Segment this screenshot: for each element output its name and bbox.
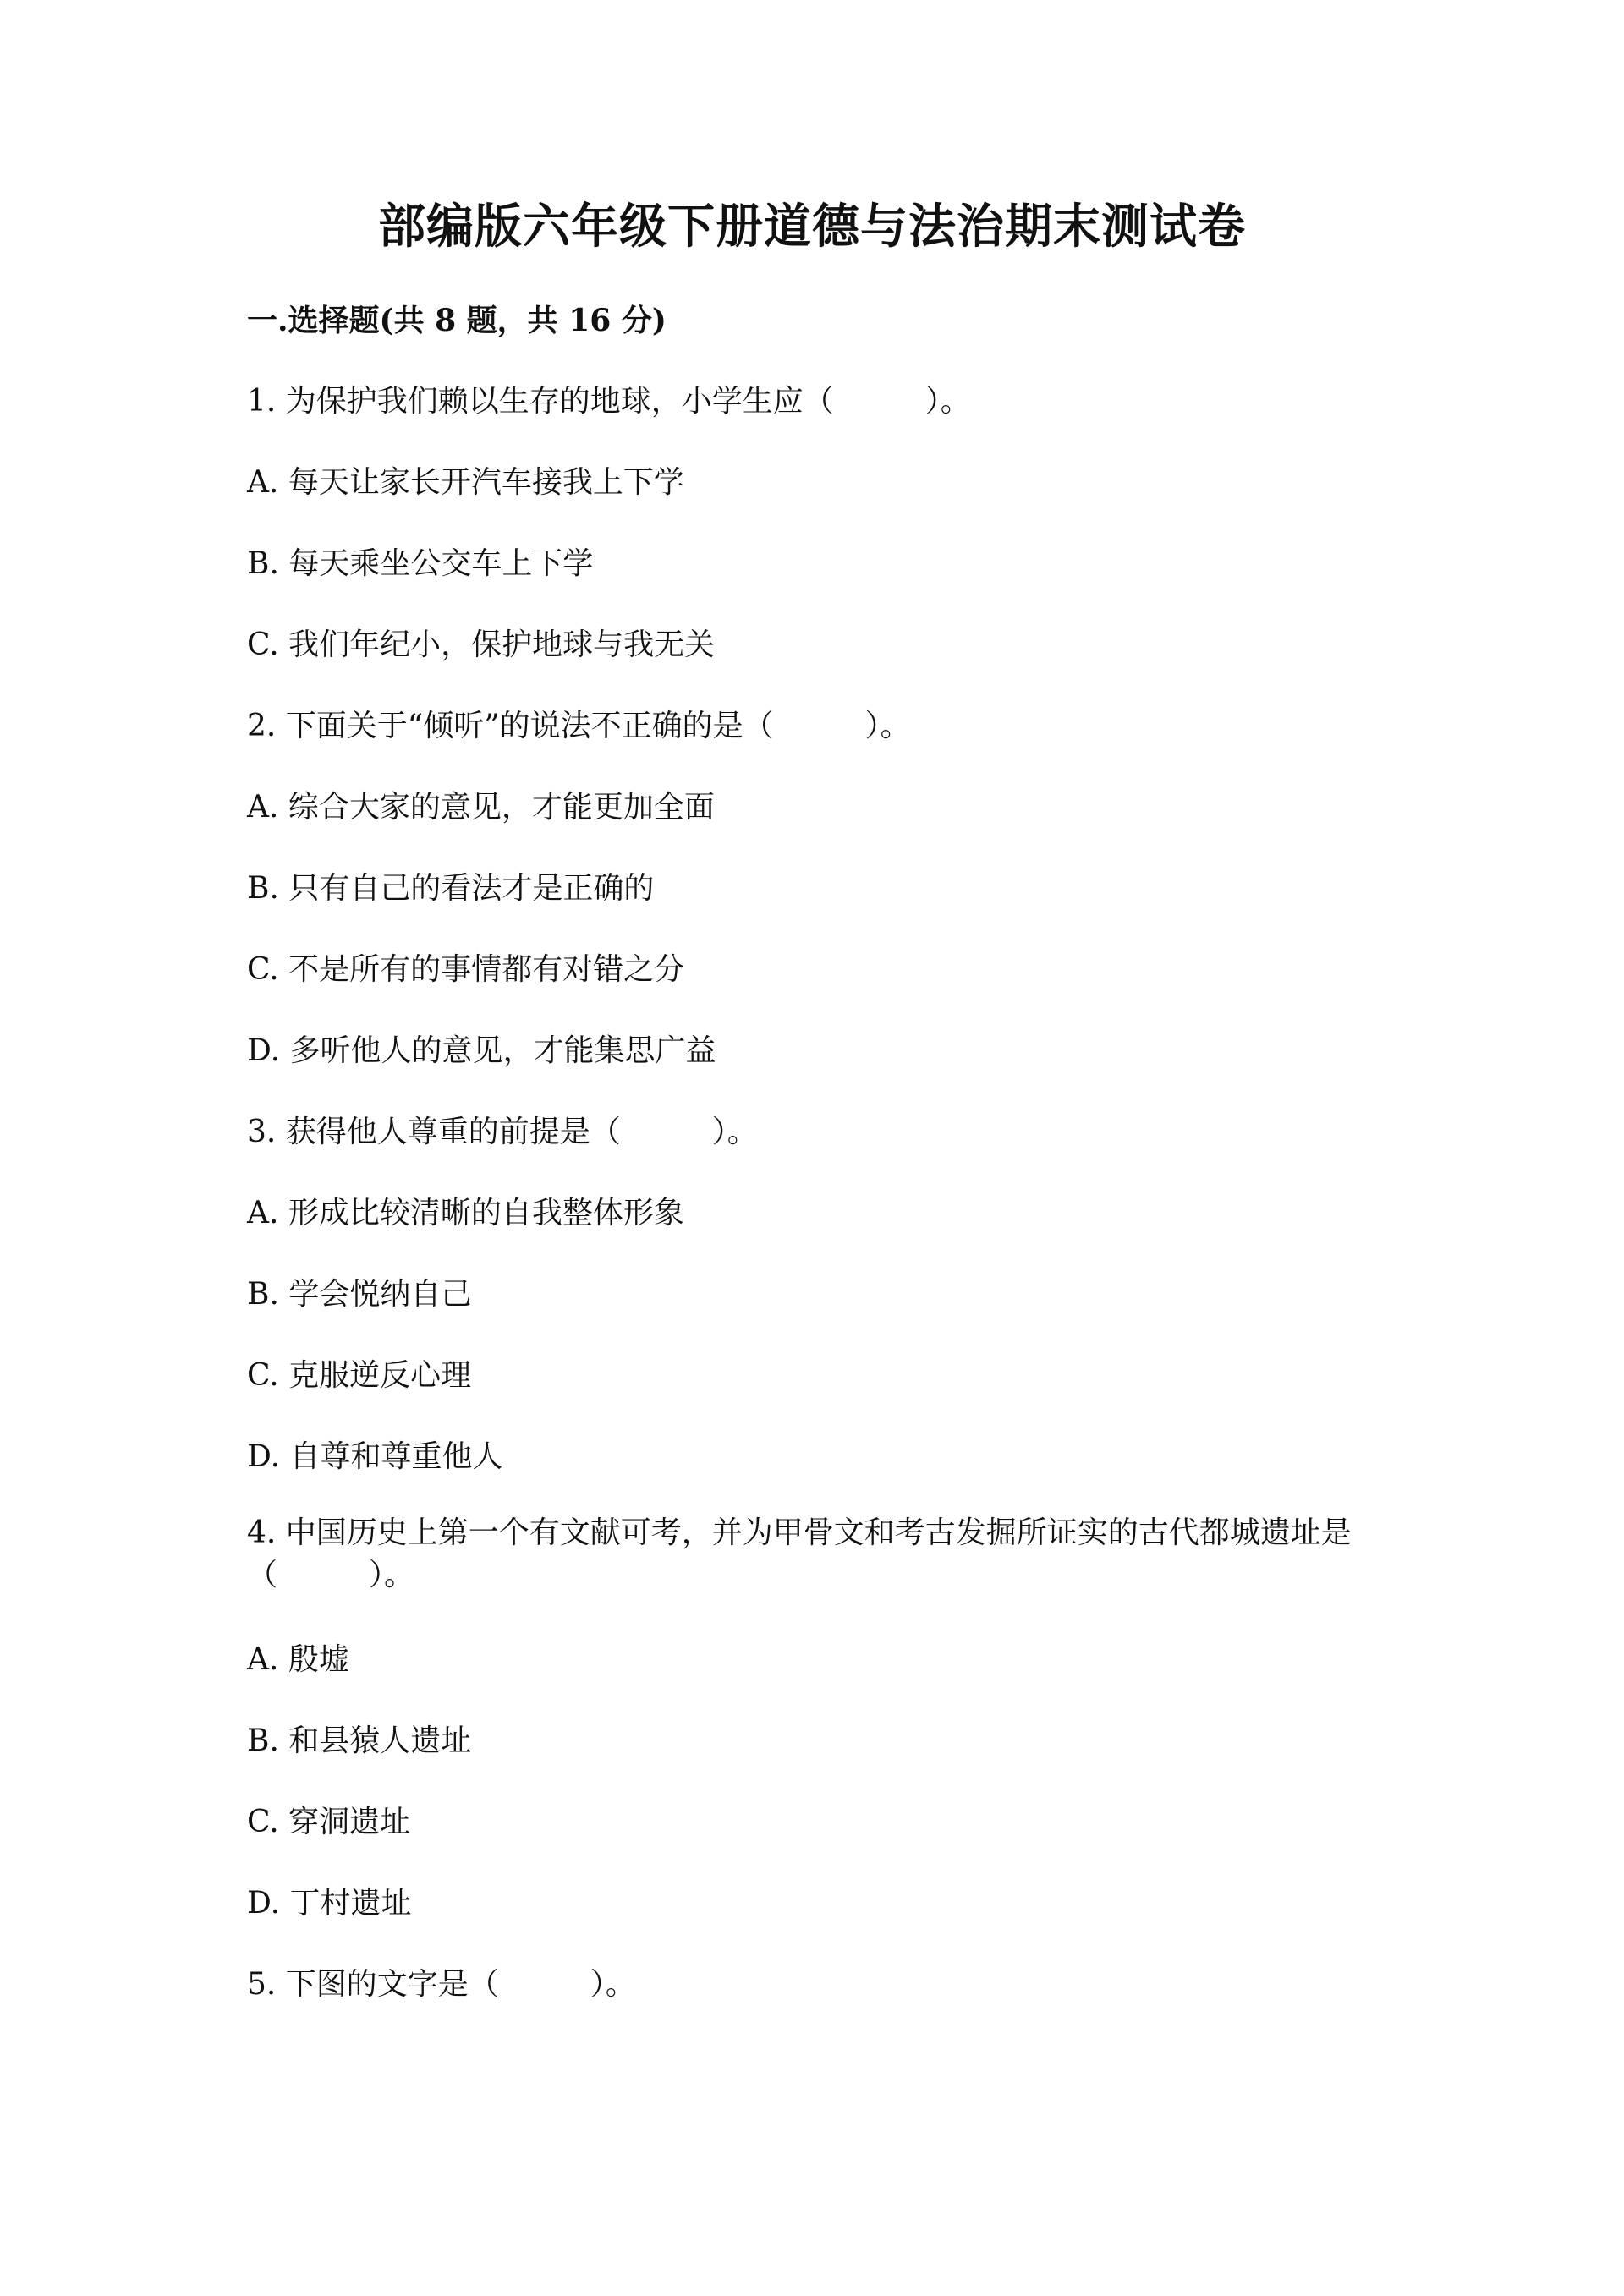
question-4-option-c: C. 穿洞遗址 xyxy=(247,1805,411,1839)
question-5-stem: 5. 下图的文字是（ ）。 xyxy=(247,1967,636,2002)
question-1-option-b: B. 每天乘坐公交车上下学 xyxy=(247,546,594,581)
question-2-option-c: C. 不是所有的事情都有对错之分 xyxy=(247,952,685,987)
question-4-option-d: D. 丁村遗址 xyxy=(247,1886,412,1921)
question-3-option-d: D. 自尊和尊重他人 xyxy=(247,1439,503,1474)
page-title: 部编版六年级下册道德与法治期末测试卷 xyxy=(378,199,1246,255)
question-2-option-b: B. 只有自己的看法才是正确的 xyxy=(247,871,655,906)
question-4-option-a: A. 殷墟 xyxy=(247,1642,349,1677)
question-2-stem: 2. 下面关于“倾听”的说法不正确的是（ ）。 xyxy=(247,709,911,743)
question-4-stem: 4. 中国历史上第一个有文献可考，并为甲骨文和考古发掘所证实的古代都城遗址是（ ）。 xyxy=(247,1515,1352,1592)
question-2-option-a: A. 综合大家的意见，才能更加全面 xyxy=(247,790,715,825)
question-1-option-a: A. 每天让家长开汽车接我上下学 xyxy=(247,465,684,500)
question-3-option-a: A. 形成比较清晰的自我整体形象 xyxy=(247,1196,684,1230)
section-heading: 一.选择题(共 8 题，共 16 分) xyxy=(247,303,667,338)
question-2-option-d: D. 多听他人的意见，才能集思广益 xyxy=(247,1033,716,1068)
question-3-option-b: B. 学会悦纳自己 xyxy=(247,1277,472,1312)
question-4-option-b: B. 和县猿人遗址 xyxy=(247,1723,472,1758)
question-1-option-c: C. 我们年纪小，保护地球与我无关 xyxy=(247,627,716,662)
question-3-option-c: C. 克服逆反心理 xyxy=(247,1358,472,1393)
question-3-stem: 3. 获得他人尊重的前提是（ ）。 xyxy=(247,1115,758,1149)
question-1-stem: 1. 为保护我们赖以生存的地球，小学生应（ ）。 xyxy=(247,384,971,419)
